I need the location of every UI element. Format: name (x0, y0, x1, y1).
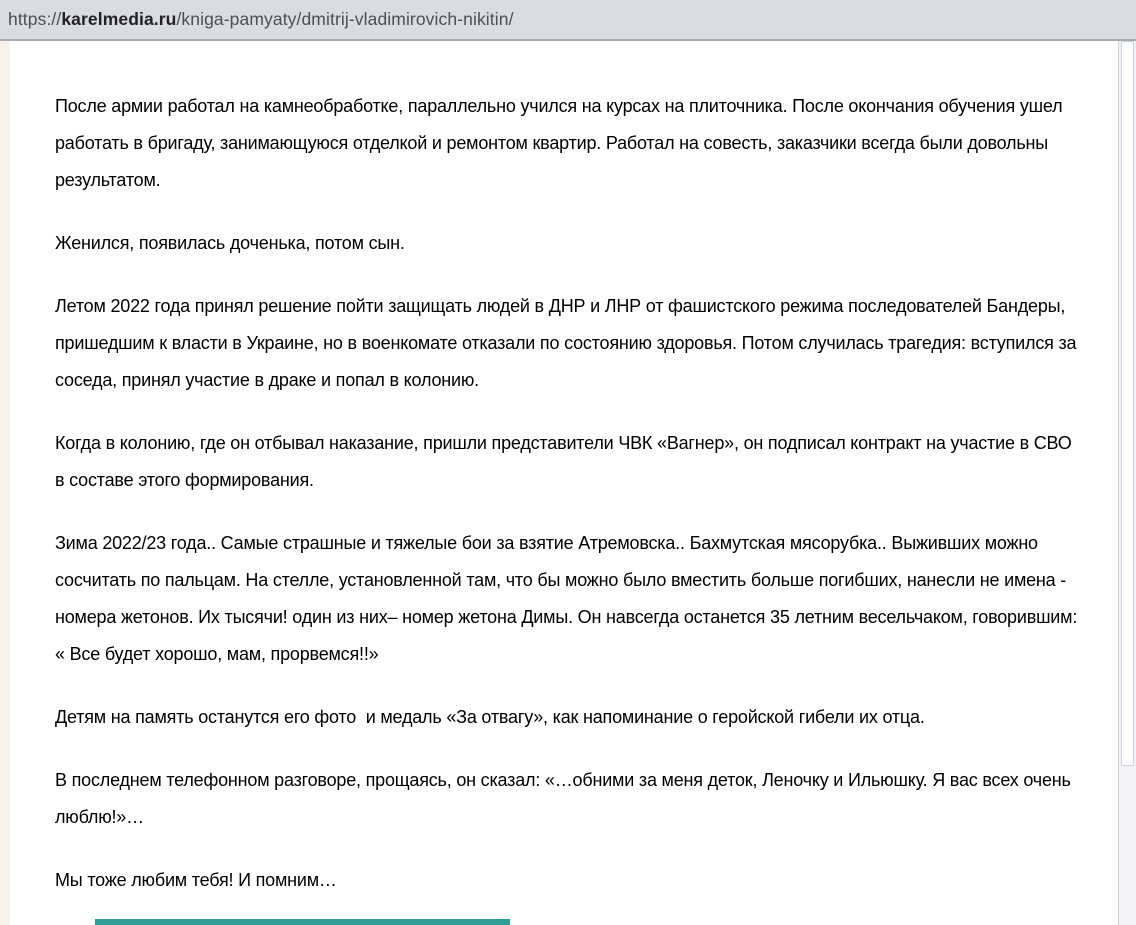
article-paragraph: После армии работал на камнеобработке, параллельно учился на курсах на плиточника. После окончания обучения ушел работать в бригаду, занимающуюся отделкой и ремонтом квартир. Работал на совесть, заказчики всегда были довольны результатом. (55, 96, 1068, 190)
article-paragraph: Мы тоже любим тебя! И помним… (55, 870, 337, 890)
scrollbar[interactable] (1118, 41, 1136, 925)
article-paragraph: В последнем телефонном разговоре, прощаясь, он сказал: «…обними за меня деток, Леночку и Ильюшку. Я вас всех очень люблю!»… (55, 770, 1076, 827)
url-path: /kniga-pamyaty/dmitrij-vladimirovich-nikitin/ (176, 9, 514, 29)
memorial-article (10, 41, 1118, 925)
url-domain: karelmedia.ru (61, 9, 177, 29)
article-paragraph: Летом 2022 года принял решение пойти защищать людей в ДНР и ЛНР от фашистского режима последователей Бандеры, пришедшим к власти в Украине, но в военкомате отказали по состоянию здоровья. Потом случилась трагедия: вступился за соседа, принял участие в драке и попал в колонию. (55, 296, 1082, 390)
article-paragraph: Зима 2022/23 года.. Самые страшные и тяжелые бои за взятие Атремовска.. Бахмутская мясорубка.. Выживших можно сосчитать по пальцам. На стелле, установленной там, что бы можно было вместить больше погибших, нанесли не имена - номера жетонов. Их тысячи! один из них– номер жетона Димы. Он навсегда останется 35 летним весельчаком, говорившим: « Все будет хорошо, мам, прорвемся!!» (55, 533, 1082, 664)
url-bar[interactable] (0, 0, 1136, 41)
scrollbar-thumb[interactable] (1121, 41, 1134, 766)
footer-strip (95, 919, 510, 925)
article-paragraph: Когда в колонию, где он отбывал наказание, пришли представители ЧВК «Вагнер», он подписал контракт на участие в СВО в составе этого формирования. (55, 433, 1077, 490)
page-viewport (0, 41, 1136, 925)
article-paragraph: Женился, появилась доченька, потом сын. (55, 233, 405, 253)
page-left-margin (0, 41, 10, 925)
url-scheme: https:// (8, 9, 62, 29)
article-paragraph: Детям на память останутся его фото и медаль «За отвагу», как напоминание о геройской гибели их отца. (55, 707, 925, 727)
